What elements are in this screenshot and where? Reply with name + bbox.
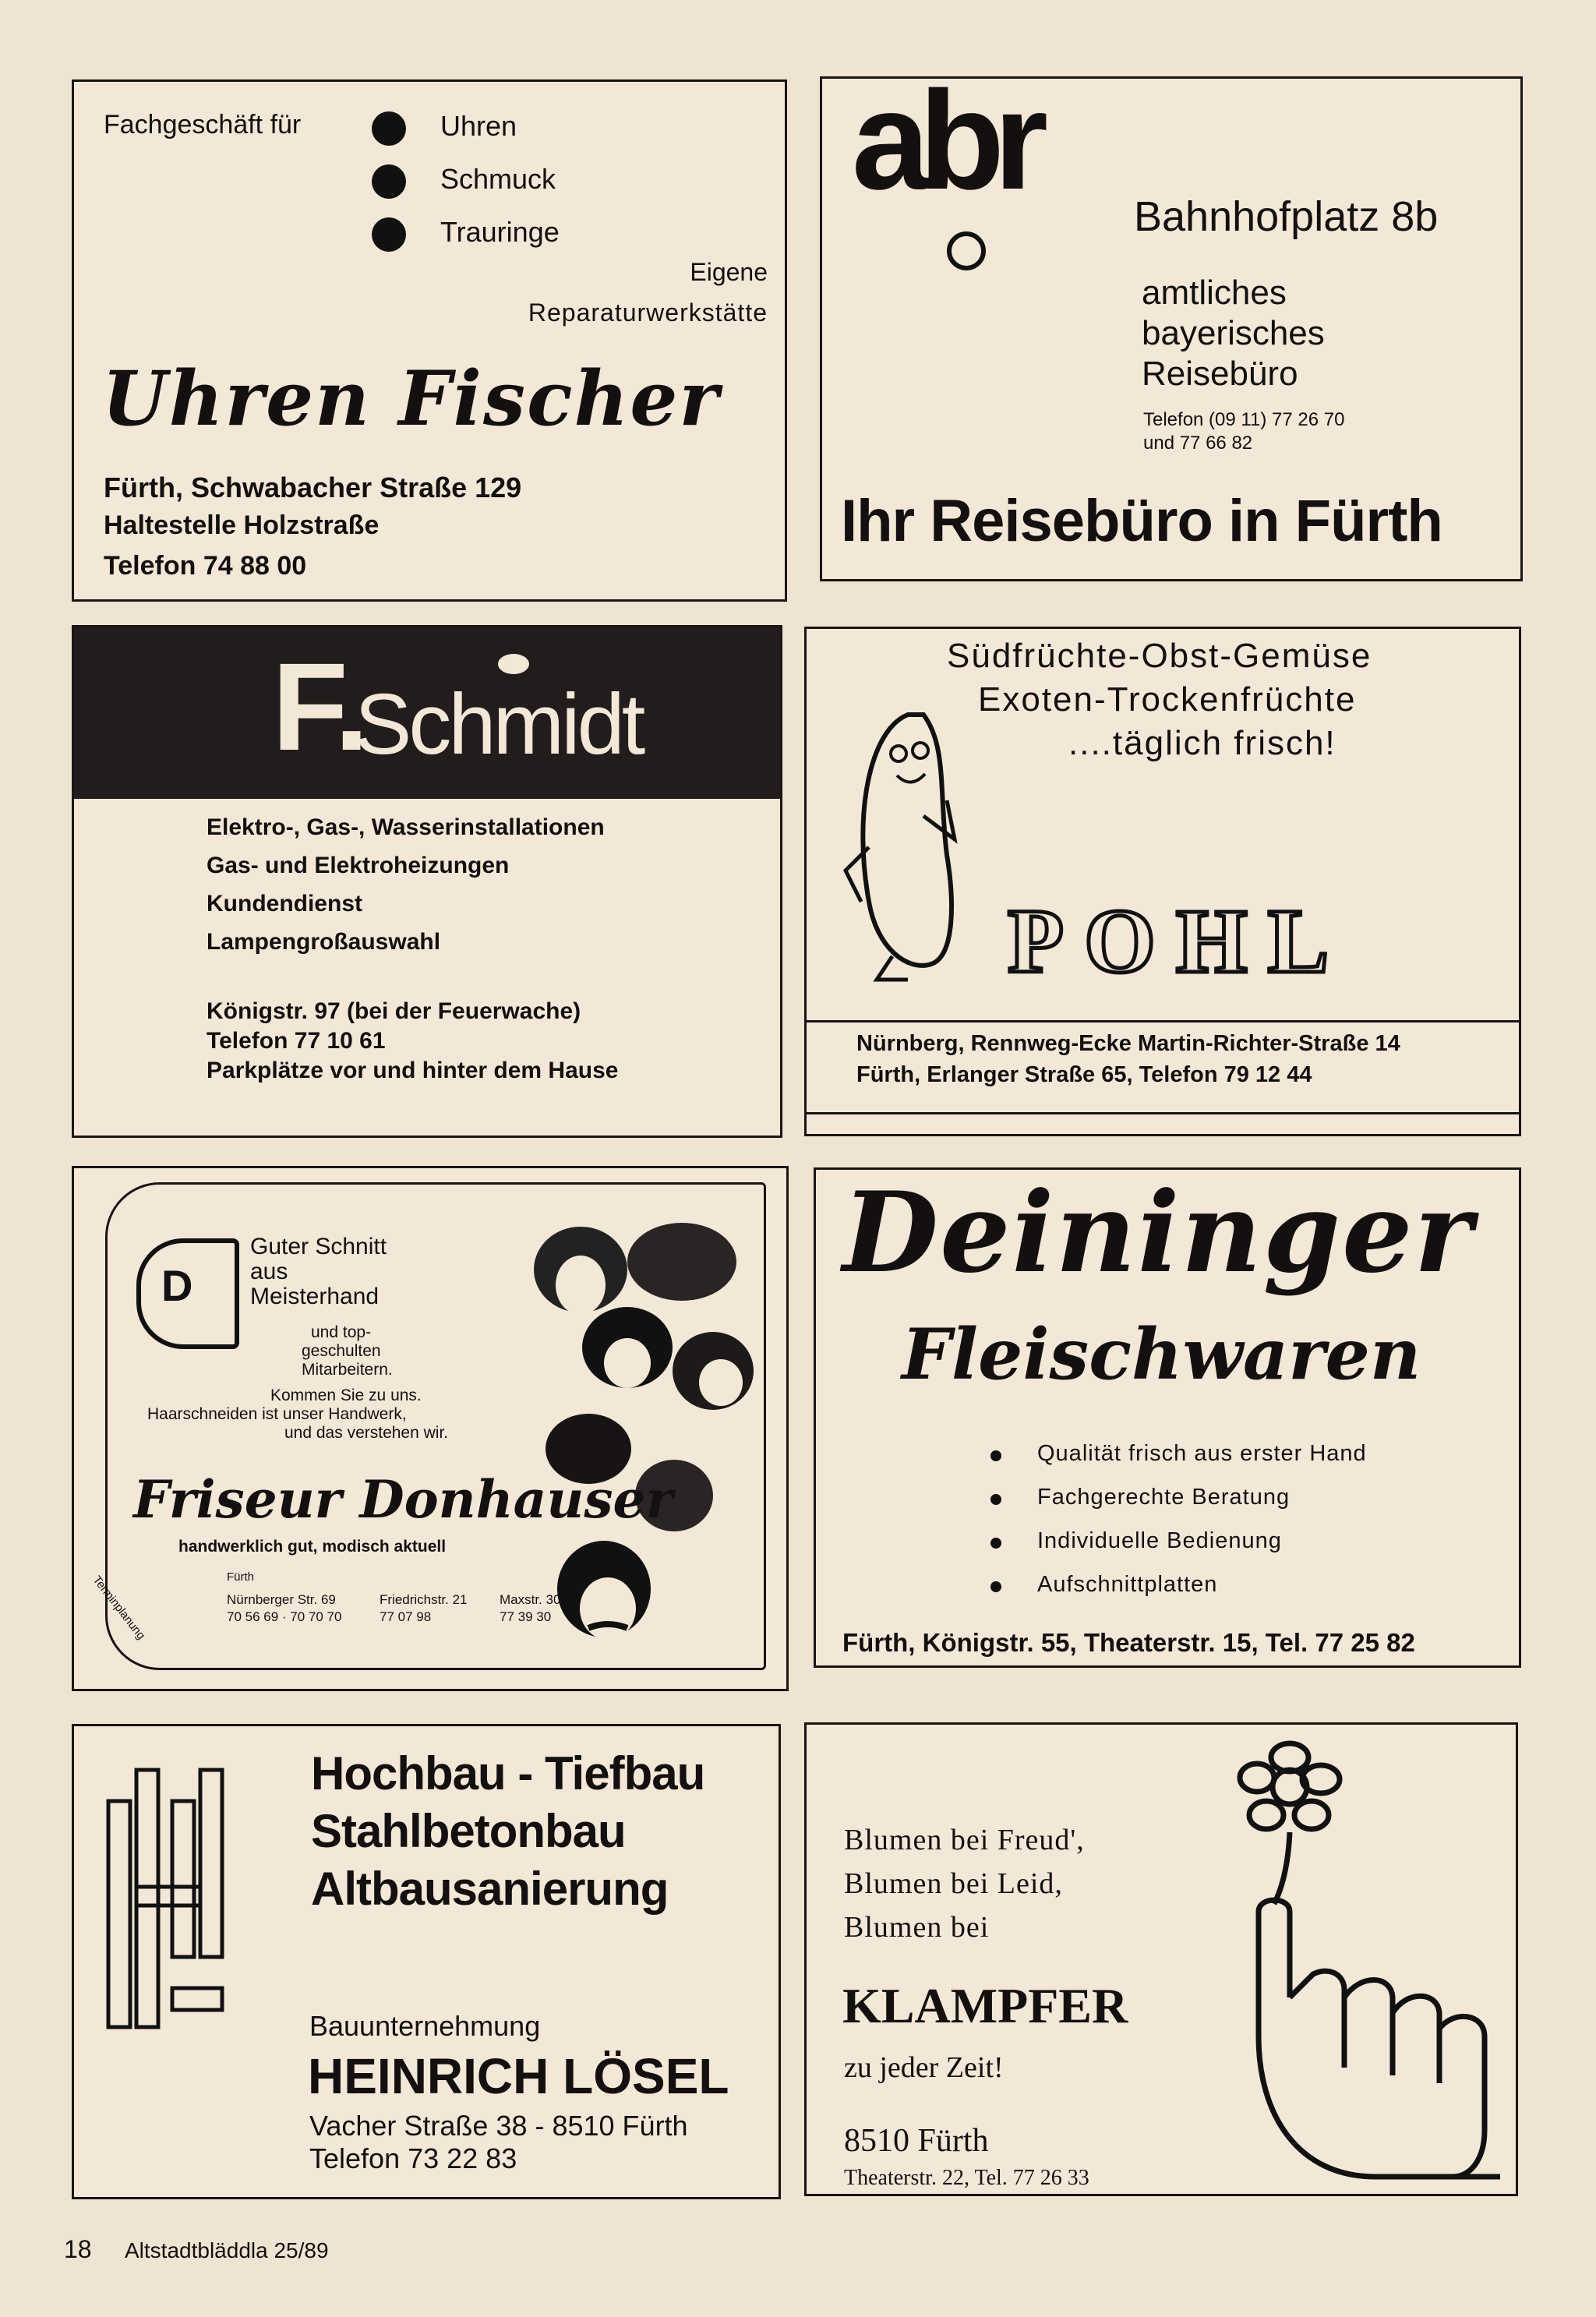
address-line: Fürth, Erlanger Straße 65, Telefon 79 12 44 — [856, 1062, 1312, 1087]
brand-logo: Uhren Fischer — [102, 355, 720, 443]
ad-donhauser — [72, 1166, 789, 1691]
headline-line: Guter Schnitt — [250, 1234, 387, 1259]
ad-abr — [820, 76, 1523, 581]
poem-line: Blumen bei Freud', — [844, 1824, 1085, 1856]
bullet-icon — [372, 111, 406, 146]
logo-letter: F. — [272, 637, 369, 776]
address-text: Fürth, Königstr. 55, Theaterstr. 15, Tel. 77 25 82 — [842, 1628, 1415, 1657]
divider — [807, 1112, 1519, 1114]
description-line: amtliches — [1142, 274, 1287, 312]
hand-with-flower-icon — [1188, 1740, 1516, 2192]
company-label: Bauunternehmung — [309, 2010, 541, 2042]
hl-logo-icon — [102, 1754, 235, 2043]
city-text: Fürth — [227, 1570, 255, 1584]
ad-deininger — [814, 1167, 1521, 1668]
salon-monogram: D — [161, 1261, 193, 1310]
divider — [807, 1020, 1519, 1023]
ad-schmidt — [72, 625, 782, 1138]
ad-uhren-fischer — [72, 79, 787, 602]
subline: geschulten — [302, 1342, 381, 1360]
slogan-line: Exoten-Trockenfrüchte — [978, 680, 1357, 719]
feature-item: Qualität frisch aus erster Hand — [1037, 1441, 1367, 1466]
ad-klampfer — [804, 1722, 1518, 2196]
service-line: Kundendienst — [207, 891, 362, 917]
bulb-icon — [498, 654, 529, 674]
branch-address: Friedrichstr. 21 — [380, 1592, 468, 1607]
service-line: Hochbau - Tiefbau — [311, 1747, 705, 1800]
address-text: Bahnhofplatz 8b — [1134, 193, 1439, 240]
bullet-icon — [372, 217, 406, 252]
text-line: Kommen Sie zu uns. — [270, 1386, 422, 1404]
workshop-line: Eigene — [690, 258, 768, 286]
poem-line: Blumen bei — [844, 1911, 990, 1944]
side-label: Terminplanung — [90, 1574, 148, 1643]
abr-logo: abr — [852, 76, 1038, 219]
tagline-text: handwerklich gut, modisch aktuell — [178, 1538, 447, 1556]
bullet-icon — [990, 1450, 1001, 1461]
slogan-line: Südfrüchte-Obst-Gemüse — [947, 637, 1372, 675]
service-line: Stahlbetonbau — [311, 1805, 626, 1857]
description-line: bayerisches — [1142, 314, 1325, 352]
brand-logo: Friseur Donhauser — [133, 1469, 673, 1530]
slogan-text: Ihr Reisebüro in Fürth — [841, 488, 1442, 554]
ad-loesel — [72, 1724, 781, 2199]
subline: Mitarbeitern. — [302, 1361, 393, 1379]
phone-text: Telefon 73 22 83 — [309, 2142, 517, 2174]
hairstyle-models-photo — [510, 1215, 775, 1651]
item-label: Schmuck — [440, 163, 556, 195]
intro-text: Fachgeschäft für — [104, 110, 302, 140]
bullet-icon — [372, 164, 406, 199]
stop-text: Haltestelle Holzstraße — [104, 510, 380, 540]
item-label: Trauringe — [440, 216, 560, 248]
tagline-text: zu jeder Zeit! — [844, 2051, 1004, 2084]
feature-item: Individuelle Bedienung — [1037, 1528, 1282, 1553]
feature-item: Fachgerechte Beratung — [1037, 1485, 1291, 1510]
service-line: Gas- und Elektroheizungen — [207, 853, 510, 878]
slogan-line: ....täglich frisch! — [1068, 724, 1336, 762]
company-name: HEINRICH LÖSEL — [308, 2048, 729, 2104]
branch-address: Nürnberger Str. 69 — [227, 1592, 336, 1607]
headline-line: Meisterhand — [250, 1284, 380, 1309]
headline-line: aus — [250, 1259, 288, 1284]
branch-address: Maxstr. 30 — [500, 1592, 561, 1607]
phone-text: und 77 66 82 — [1143, 433, 1253, 454]
address-text: Königstr. 97 (bei der Feuerwache) — [207, 998, 581, 1024]
address-text: Theaterstr. 22, Tel. 77 26 33 — [844, 2166, 1089, 2190]
brand-logo: POHL — [1008, 890, 1350, 992]
city-text: 8510 Fürth — [844, 2123, 989, 2159]
workshop-line: Reparaturwerkstätte — [528, 298, 768, 327]
brand-logo: Deininger — [842, 1168, 1474, 1298]
page-number: 18 — [64, 2235, 92, 2263]
logo-text: Schmidt — [355, 676, 643, 772]
branch-phone: 70 56 69 · 70 70 70 — [227, 1609, 342, 1624]
text-line: und das verstehen wir. — [284, 1424, 449, 1442]
service-line: Lampengroßauswahl — [207, 929, 441, 955]
service-line: Elektro-, Gas-, Wasserinstallationen — [207, 814, 605, 840]
item-label: Uhren — [440, 110, 517, 142]
branch-phone: 77 39 30 — [500, 1609, 552, 1624]
bullet-icon — [990, 1538, 1001, 1549]
address-text: Vacher Straße 38 - 8510 Fürth — [309, 2110, 688, 2142]
banana-mascot-icon — [838, 699, 994, 987]
publication-title: Altstadtbläddla 25/89 — [125, 2238, 329, 2262]
address-text: Fürth, Schwabacher Straße 129 — [104, 472, 522, 503]
parking-text: Parkplätze vor und hinter dem Hause — [207, 1058, 619, 1083]
feature-item: Aufschnittplatten — [1037, 1572, 1218, 1597]
text-line: Haarschneiden ist unser Handwerk, — [147, 1405, 407, 1423]
ad-pohl — [804, 627, 1521, 1136]
description-line: Reisebüro — [1142, 355, 1298, 393]
bullet-icon — [990, 1581, 1001, 1592]
brand-text: KLAMPFER — [842, 1978, 1128, 2033]
branch-phone: 77 07 98 — [380, 1609, 432, 1624]
phone-text: Telefon (09 11) 77 26 70 — [1143, 409, 1345, 430]
service-line: Altbausanierung — [311, 1863, 669, 1915]
abr-lion-icon — [947, 231, 986, 270]
bullet-icon — [990, 1494, 1001, 1505]
phone-text: Telefon 74 88 00 — [104, 551, 307, 581]
subline: und top- — [311, 1323, 372, 1341]
phone-text: Telefon 77 10 61 — [207, 1028, 386, 1054]
sub-logo: Fleischwaren — [902, 1313, 1421, 1396]
address-line: Nürnberg, Rennweg-Ecke Martin-Richter-Straße 14 — [856, 1031, 1400, 1056]
poem-line: Blumen bei Leid, — [844, 1867, 1063, 1900]
